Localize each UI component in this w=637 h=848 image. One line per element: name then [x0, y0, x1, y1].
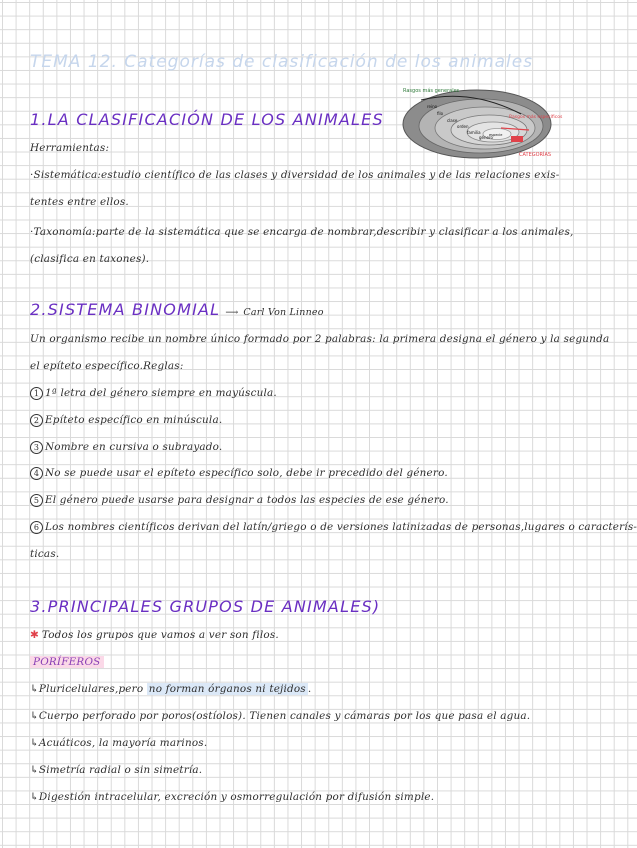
taxonomy-diagram: [401, 84, 563, 160]
ring-label-familia: familia: [467, 130, 481, 135]
rule-item: 6 Los nombres científicos derivan del latín/griego o de versiones latinizadas de personas,lugares o caracterís-: [30, 521, 637, 534]
binomial-intro: Un organismo recibe un nombre único formado por 2 palabras: la primera designa el género y la segunda: [30, 333, 610, 345]
rule-item: 3 Nombre en cursiva o subrayado.: [30, 441, 222, 454]
section-1-heading: 1.LA CLASIFICACIÓN DE LOS ANIMALES: [30, 110, 384, 129]
tools-label: Herramientas:: [30, 142, 110, 154]
circled-number-icon: 6: [30, 521, 43, 534]
section-2-heading: 2.SISTEMA BINOMIAL: [30, 300, 221, 319]
ring-label-clase: clase: [447, 118, 458, 123]
sistematica-line: ·Sistemática:estudio científico de las clases y diversidad de los animales y de las relaciones exis-: [30, 169, 560, 181]
sistematica-line-cont: tentes entre ellos.: [30, 196, 129, 208]
ring-label-genero: género: [479, 135, 493, 140]
binomial-intro-cont: el epíteto específico.Reglas:: [30, 360, 184, 372]
return-arrow-icon: ↳: [30, 764, 39, 776]
right-arrow-icon: ⟶: [225, 308, 239, 318]
list-item: ↳Digestión intracelular, excreción y osmorregulación por difusión simple.: [30, 791, 435, 803]
ring-label-reino: reino: [427, 104, 438, 109]
diagram-label-bottom: CATEGORÍAS: [519, 152, 552, 158]
rule-item: 5 El género puede usarse para designar a todos las especies de ese género.: [30, 494, 449, 507]
poriferos-label: PORÍFEROS: [30, 656, 104, 668]
return-arrow-icon: ↳: [30, 737, 39, 749]
group-label: [30, 656, 104, 668]
ring-label-orden: orden: [457, 124, 469, 129]
filos-note: ✱ Todos los grupos que vamos a ver son filos.: [30, 629, 279, 641]
list-item: ↳Simetría radial o sin simetría.: [30, 764, 203, 776]
rule-6-cont: ticas.: [30, 548, 60, 560]
taxonomia-line-cont: (clasifica en taxones).: [30, 253, 150, 265]
return-arrow-icon: ↳: [30, 683, 39, 695]
return-arrow-icon: ↳: [30, 710, 39, 722]
rule-item: 1 1ª letra del género siempre en mayúscula.: [30, 387, 277, 400]
return-arrow-icon: ↳: [30, 791, 39, 803]
section-2-header: [30, 300, 324, 319]
section-3-heading: 3.PRINCIPALES GRUPOS DE ANIMALES): [30, 597, 381, 616]
list-item: ↳Acuáticos, la mayoría marinos.: [30, 737, 208, 749]
circled-number-icon: 5: [30, 494, 43, 507]
ring-label-filo: filo: [437, 111, 444, 116]
list-item: ↳Cuerpo perforado por poros(ostíolos). Tienen canales y cámaras por los que pasa el agua.: [30, 710, 531, 722]
ring-label-especie: especie: [489, 133, 503, 137]
rule-item: 4 No se puede usar el epíteto específico solo, debe ir precedido del género.: [30, 467, 448, 480]
circled-number-icon: 4: [30, 467, 43, 480]
author-name: Carl Von Linneo: [243, 307, 324, 318]
list-item: ↳Pluricelulares,pero no forman órganos ni tejidos .: [30, 683, 312, 695]
circled-number-icon: 3: [30, 441, 43, 454]
circled-number-icon: 2: [30, 414, 43, 427]
highlight: no forman órganos ni tejidos: [148, 683, 306, 695]
diagram-label-top: Rasgos más generales: [403, 88, 460, 94]
circled-number-icon: 1: [30, 387, 43, 400]
asterisk-icon: ✱: [30, 629, 39, 641]
page-title: TEMA 12. Categorías de clasificación de los animales: [30, 52, 534, 72]
diagram-label-mid: Rasgos más específicos: [509, 115, 563, 120]
taxonomia-line: ·Taxonomía:parte de la sistemática que se encarga de nombrar,describir y clasificar a los animales,: [30, 226, 574, 238]
red-marker: [511, 136, 523, 142]
rule-item: 2 Epíteto específico en minúscula.: [30, 414, 222, 427]
